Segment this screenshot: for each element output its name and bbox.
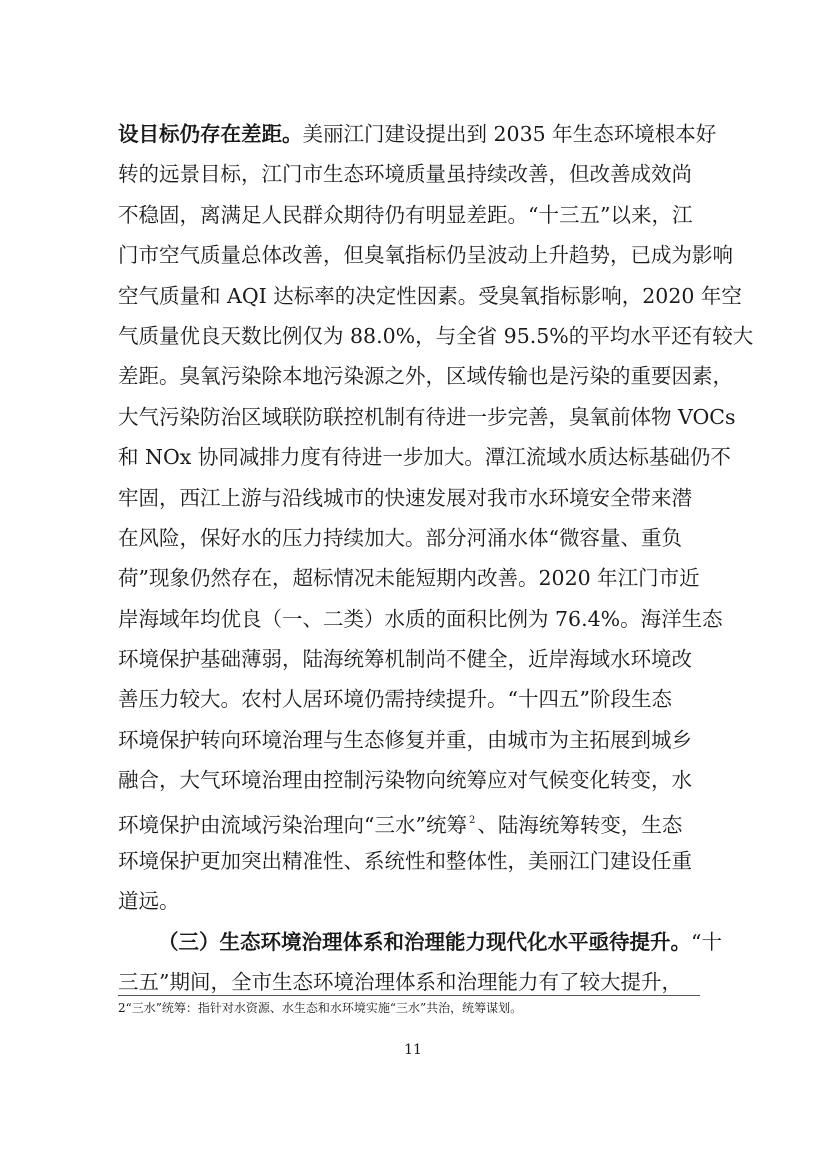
section-heading: （三）生态环境治理体系和治理能力现代化水平亟待提升。 bbox=[158, 929, 691, 954]
text-line: 环境保护转向环境治理与生态修复并重，由城市为主拓展到城乡 bbox=[118, 727, 692, 752]
text-line: 和 NOx 协同减排力度有待进一步加大。潭江流域水质达标基础仍不 bbox=[118, 445, 731, 470]
text-line: 大气污染防治区域联防联控机制有待进一步完善，臭氧前体物 VOCs bbox=[118, 404, 736, 429]
footnote: 2“三水”统筹：指针对水资源、水生态和水环境实施“三水”共治，统筹谋划。 bbox=[118, 1001, 523, 1015]
text-line bbox=[118, 801, 718, 841]
footnote-marker[interactable]: 2 bbox=[468, 814, 476, 826]
text-line: 不稳固，离满足人民群众期待仍有明显差距。“十三五”以来，江 bbox=[118, 202, 693, 227]
text-span: “十 bbox=[691, 929, 722, 954]
bold-lead: 设目标仍存在差距。 bbox=[118, 122, 303, 146]
text-line: 空气质量和 AQI 达标率的决定性因素。受臭氧指标影响，2020 年空 bbox=[118, 283, 742, 308]
text-line: 三五”期间，全市生态环境治理体系和治理能力有了较大提升， bbox=[118, 970, 682, 995]
text-line: 门市空气质量总体改善，但臭氧指标仍呈波动上升趋势，已成为影响 bbox=[118, 243, 733, 268]
text-line: 气质量优良天数比例仅为 88.0%，与全省 95.5%的平均水平还有较大 bbox=[118, 323, 754, 348]
text-line: 转的远景目标，江门市生态环境质量虽持续改善，但改善成效尚 bbox=[118, 162, 692, 187]
text-span: 、陆海统筹转变，生态 bbox=[477, 812, 683, 837]
text-line: 道远。 bbox=[118, 889, 180, 914]
text-span: 环境保护由流域污染治理向“三水”统筹 bbox=[118, 812, 467, 837]
text-line: 融合，大气环境治理由控制污染物向统筹应对气候变化转变，水 bbox=[118, 768, 692, 793]
text-line: 善压力较大。农村人居环境仍需持续提升。“十四五”阶段生态 bbox=[118, 687, 672, 712]
text-line: 差距。臭氧污染除本地污染源之外，区域传输也是污染的重要因素， bbox=[118, 364, 733, 389]
body-text bbox=[118, 114, 754, 1003]
footnote-divider bbox=[118, 995, 700, 996]
section-heading-line bbox=[118, 922, 722, 962]
text-line: 环境保护更加突出精准性、系统性和整体性，美丽江门建设任重 bbox=[118, 849, 692, 874]
text-span: 美丽江门建设提出到 2035 年生态环境根本好 bbox=[302, 122, 717, 146]
page-number: 11 bbox=[404, 1042, 422, 1058]
text-line: 荷”现象仍然存在，超标情况未能短期内改善。2020 年江门市近 bbox=[118, 566, 700, 591]
text-line: 牢固，西江上游与沿线城市的快速发展对我市水环境安全带来潜 bbox=[118, 485, 692, 510]
text-line: 环境保护基础薄弱，陆海统筹机制尚不健全，近岸海域水环境改 bbox=[118, 647, 692, 672]
text-line: 岸海域年均优良（一、二类）水质的面积比例为 76.4%。海洋生态 bbox=[118, 606, 723, 631]
text-line: 在风险，保好水的压力持续加大。部分河涌水体“微容量、重负 bbox=[118, 525, 682, 550]
text-line bbox=[118, 114, 718, 154]
